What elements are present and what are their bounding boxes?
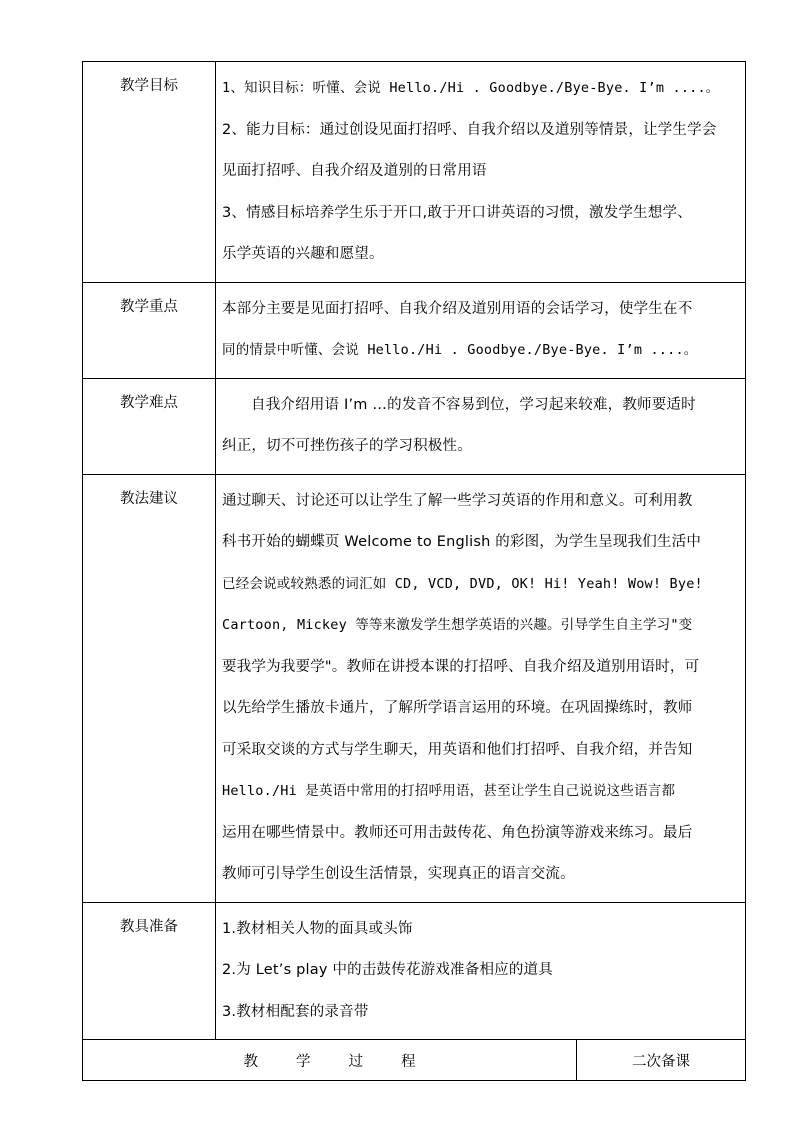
content-line: 2.为 Let’s play 中的击鼓传花游戏准备相应的道具 bbox=[222, 962, 553, 978]
row-label-objectives: 教学目标 bbox=[83, 62, 216, 283]
content-line: 1、知识目标：听懂、会说 Hello./Hi . Goodbye./Bye-Bye. I’m ....。 bbox=[222, 80, 720, 96]
row-label-materials: 教具准备 bbox=[83, 902, 216, 1040]
content-line: 运用在哪些情景中。教师还可用击鼓传花、角色扮演等游戏来练习。最后 bbox=[222, 824, 693, 841]
process-char: 学 bbox=[296, 1053, 311, 1070]
content-line: 科书开始的蝴蝶页 Welcome to English 的彩图，为学生呈现我们生活中 bbox=[222, 534, 702, 550]
row-content-key-points bbox=[216, 282, 746, 378]
row-footer bbox=[83, 1040, 746, 1081]
lesson-plan-table bbox=[82, 61, 746, 1081]
content-line: 1.教材相关人物的面具或头饰 bbox=[222, 920, 413, 937]
content-line: 自我介绍用语 I’m …的发音不容易到位，学习起来较难，教师要适时 bbox=[251, 396, 696, 413]
content-line: 3.教材相配套的录音带 bbox=[222, 1003, 369, 1020]
content-line: 乐学英语的兴趣和愿望。 bbox=[222, 246, 384, 262]
row-content-objectives bbox=[216, 62, 746, 283]
teaching-process-header bbox=[83, 1040, 577, 1081]
content-line: 2、能力目标：通过创设见面打招呼、自我介绍以及道别等情景，让学生学会 bbox=[222, 121, 717, 138]
content-line: 纠正，切不可挫伤孩子的学习积极性。 bbox=[222, 438, 472, 454]
row-label-methods: 教法建议 bbox=[83, 474, 216, 902]
content-line: 同的情景中听懂、会说 Hello./Hi . Goodbye./Bye-Bye. I’m ....。 bbox=[222, 342, 698, 358]
process-char: 教 bbox=[243, 1053, 258, 1070]
content-line: Cartoon, Mickey 等等来激发学生想学英语的兴趣。引导学生自主学习"变 bbox=[222, 617, 693, 633]
content-line: 已经会说或较熟悉的词汇如 CD, VCD, DVD, OK! Hi! Yeah! Wow! Bye! bbox=[222, 575, 703, 592]
content-line: 见面打招呼、自我介绍及道别的日常用语 bbox=[222, 163, 487, 179]
row-materials bbox=[83, 902, 746, 1040]
row-difficulties bbox=[83, 378, 746, 474]
content-line: 通过聊天、讨论还可以让学生了解一些学习英语的作用和意义。可利用教 bbox=[222, 492, 693, 509]
row-content-methods bbox=[216, 474, 746, 902]
process-char: 程 bbox=[401, 1053, 416, 1070]
content-line: 以先给学生播放卡通片，了解所学语言运用的环境。在巩固操练时，教师 bbox=[222, 700, 693, 716]
row-key-points bbox=[83, 282, 746, 378]
content-line: 可采取交谈的方式与学生聊天，用英语和他们打招呼、自我介绍，并告知 bbox=[222, 741, 693, 758]
row-methods bbox=[83, 474, 746, 902]
row-content-difficulties bbox=[216, 378, 746, 474]
content-line: 本部分主要是见面打招呼、自我介绍及道别用语的会话学习，使学生在不 bbox=[222, 300, 693, 317]
row-objectives bbox=[83, 62, 746, 283]
content-line: 3、情感目标培养学生乐于开口,敢于开口讲英语的习惯，激发学生想学、 bbox=[222, 204, 692, 221]
content-line: 要我学为我要学"。教师在讲授本课的打招呼、自我介绍及道别用语时，可 bbox=[222, 658, 700, 675]
row-content-materials bbox=[216, 902, 746, 1040]
secondary-prep-header: 二次备课 bbox=[577, 1040, 746, 1081]
content-line: Hello./Hi 是英语中常用的打招呼用语，甚至让学生自己说说这些语言都 bbox=[222, 783, 676, 799]
process-char: 过 bbox=[348, 1053, 363, 1070]
row-label-key-points: 教学重点 bbox=[83, 282, 216, 378]
content-line: 教师可引导学生创设生活情景，实现真正的语言交流。 bbox=[222, 866, 575, 882]
row-label-difficulties: 教学难点 bbox=[83, 378, 216, 474]
